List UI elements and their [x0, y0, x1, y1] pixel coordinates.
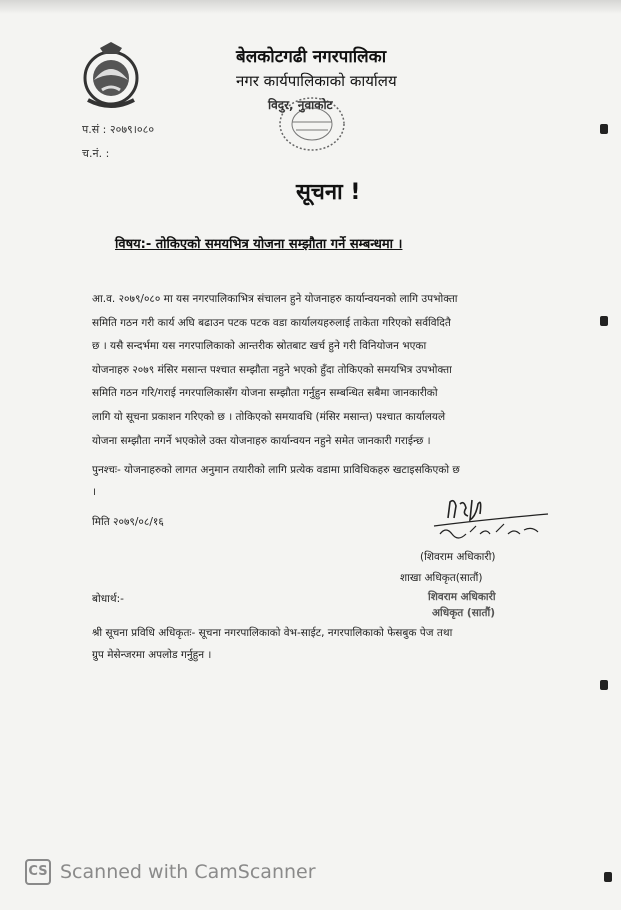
body-line: योजनाहरु २०७९ मंसिर मसान्त पश्चात सम्झौता नहुने भएको हुँदा तोकिएको समयभित्र उपभोक्ता: [92, 363, 452, 376]
attention-label: बोधार्थ:-: [92, 593, 124, 605]
camscanner-logo-icon: CS: [25, 859, 51, 885]
postscript-line: पुनश्चः- योजनाहरुको लागत अनुमान तयारीको लागि प्रत्येक वडामा प्राविधिकहरु खटाइसकिएको छ: [92, 464, 460, 476]
instruction-line: ग्रुप मेसेन्जरमा अपलोड गर्नुहुन ।: [92, 649, 212, 661]
nepal-emblem-icon: [80, 40, 142, 110]
camscanner-watermark: Scanned with CamScanner: [60, 861, 316, 883]
instruction-line: श्री सूचना प्रविधि अधिकृतः- सूचना नगरपालिकाको वेभ-साईट, नगरपालिकाको फेसबुक पेज तथा: [92, 627, 453, 639]
body-line: आ.व. २०७९/०८० मा यस नगरपालिकाभित्र संचालन हुने योजनाहरु कार्यान्वयनको लागि उपभोक्ता: [92, 293, 458, 305]
office-name: नगर कार्यपालिकाको कार्यालय: [236, 72, 397, 90]
binder-hole-mark: [600, 680, 608, 690]
signatory-stamp-title: अधिकृत (सातौं): [432, 607, 496, 619]
signatory-name: (शिवराम अधिकारी): [420, 551, 496, 563]
dispatch-number: च.नं. :: [82, 147, 110, 160]
binder-hole-mark: [600, 124, 608, 134]
office-address: विदुर, नुवाकोट: [268, 98, 333, 112]
body-line: योजना सम्झौता नगर्ने भएकोले उक्त योजनाहरु कार्यान्वयन नहुने समेत जानकारी गराईन्छ ।: [92, 434, 431, 447]
organization-name: बेलकोटगढी नगरपालिका: [236, 47, 387, 67]
attention-instructions: [92, 622, 572, 666]
binder-hole-mark: [600, 316, 608, 326]
notice-date: मिति २०७९/०८/१६: [92, 516, 164, 528]
notice-subject: विषय:- तोकिएको समयभित्र योजना सम्झौता गर्ने सम्बन्धमा ।: [115, 237, 403, 252]
signatory-stamp-name: शिवराम अधिकारी: [428, 591, 496, 603]
handwritten-signature-icon: [420, 496, 550, 542]
notice-body: [92, 288, 562, 453]
signatory-designation: शाखा अधिकृत(सातौं): [400, 572, 483, 584]
postscript-line: ।: [92, 486, 96, 498]
binder-hole-mark: [604, 872, 612, 882]
reference-number: प.सं : २०७९।०८०: [82, 123, 155, 136]
body-line: समिति गठन गरी कार्य अघि बढाउन पटक पटक वडा कार्यालयहरुलाई ताकेता गरिएको सर्वविदितै: [92, 316, 451, 329]
scan-top-shadow: [0, 0, 621, 14]
body-line: लागि यो सूचना प्रकाशन गरिएको छ । तोकिएको समयावधि (मंसिर मसान्त) पश्चात कार्यालयले: [92, 410, 446, 423]
body-line: समिति गठन गरि/गराई नगरपालिकासँग योजना सम्झौता गर्नुहुन सम्बन्धित सबैमा जानकारीको: [92, 387, 438, 400]
body-line: छ । यसै सन्दर्भमा यस नगरपालिकाको आन्तरीक स्रोतबाट खर्च हुने गरी विनियोजन भएका: [92, 340, 427, 353]
notice-title: सूचना !: [296, 180, 361, 205]
